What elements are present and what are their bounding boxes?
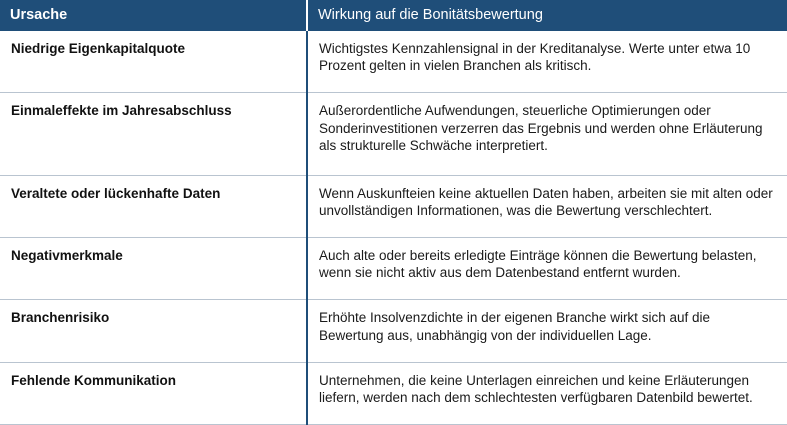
cell-effect: Unternehmen, die keine Unterlagen einreichen und keine Erläuterungen liefern, werden nach dem schlechtesten verfügbaren Datenbild bewertet.: [307, 362, 787, 424]
cell-effect: Erhöhte Insolvenzdichte in der eigenen Branche wirkt sich auf die Bewertung aus, unabhängig von der individuellen Lage.: [307, 300, 787, 362]
cell-cause: Branchenrisiko: [0, 300, 307, 362]
table-row: [0, 237, 787, 299]
cell-cause: Negativmerkmale: [0, 237, 307, 299]
cell-cause: Fehlende Kommunikation: [0, 362, 307, 424]
table-row: [0, 175, 787, 237]
cell-effect: Wichtigstes Kennzahlensignal in der Kreditanalyse. Werte unter etwa 10 Prozent gelten in vielen Branchen als kritisch.: [307, 31, 787, 93]
cell-effect: Wenn Auskunfteien keine aktuellen Daten haben, arbeiten sie mit alten oder unvollständigen Informationen, was die Bewertung verschlechtert.: [307, 175, 787, 237]
cell-cause: Einmaleffekte im Jahresabschluss: [0, 93, 307, 175]
table-row: [0, 300, 787, 362]
table-header-row: [0, 0, 787, 31]
table-row: [0, 31, 787, 93]
table-row: [0, 362, 787, 424]
cell-cause: Veraltete oder lückenhafte Daten: [0, 175, 307, 237]
column-header-cause: Ursache: [0, 0, 307, 31]
table-body: [0, 31, 787, 425]
cell-effect: Außerordentliche Aufwendungen, steuerliche Optimierungen oder Sonderinvestitionen verzerren das Ergebnis und werden ohne Erläuterung als strukturelle Schwäche interpretiert.: [307, 93, 787, 175]
cell-cause: Niedrige Eigenkapitalquote: [0, 31, 307, 93]
cell-effect: Auch alte oder bereits erledigte Einträge können die Bewertung belasten, wenn sie nicht aktiv aus dem Datenbestand entfernt wurden.: [307, 237, 787, 299]
column-header-effect: Wirkung auf die Bonitätsbewertung: [307, 0, 787, 31]
table-row: [0, 93, 787, 175]
table-header: [0, 0, 787, 31]
